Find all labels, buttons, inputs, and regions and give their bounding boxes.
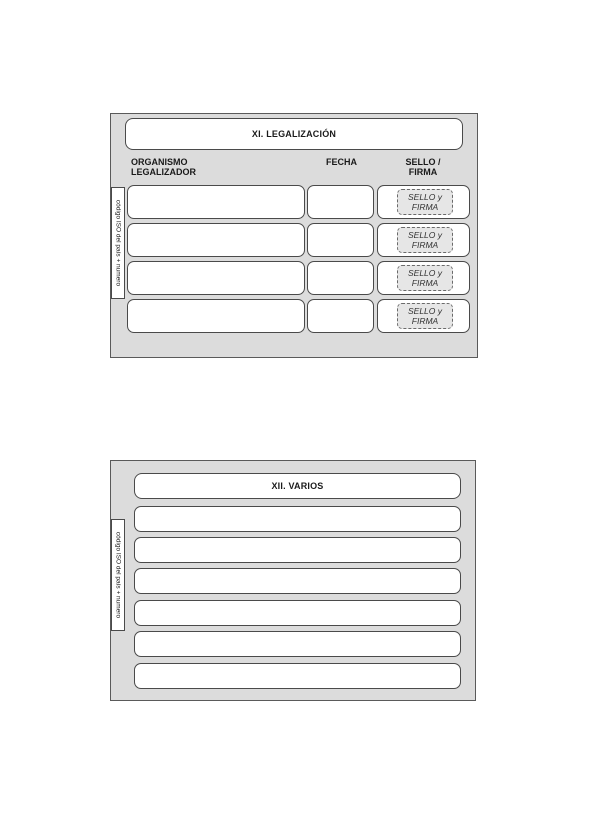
organismo-field[interactable] <box>127 185 305 219</box>
organismo-field[interactable] <box>127 299 305 333</box>
column-header-fecha: FECHA <box>326 157 357 167</box>
varios-field[interactable] <box>134 663 461 689</box>
legalizacion-section <box>110 113 478 358</box>
organismo-field[interactable] <box>127 261 305 295</box>
column-header-sello: SELLO / FIRMA <box>405 157 441 177</box>
fecha-field[interactable] <box>307 185 374 219</box>
sello-field[interactable] <box>377 223 470 257</box>
varios-field[interactable] <box>134 568 461 594</box>
sello-field[interactable] <box>377 261 470 295</box>
varios-title: XII. VARIOS <box>134 473 461 499</box>
sello-field[interactable] <box>377 299 470 333</box>
side-tab-iso-code <box>111 519 125 631</box>
side-tab-label: código ISO del país + numero <box>114 199 122 287</box>
varios-field[interactable] <box>134 537 461 563</box>
varios-field[interactable] <box>134 600 461 626</box>
varios-field[interactable] <box>134 506 461 532</box>
varios-section <box>110 460 476 701</box>
stamp-placeholder: SELLO y FIRMA <box>397 265 453 291</box>
stamp-placeholder: SELLO y FIRMA <box>397 303 453 329</box>
side-tab-label: código ISO del país + numero <box>114 531 122 619</box>
organismo-field[interactable] <box>127 223 305 257</box>
varios-field[interactable] <box>134 631 461 657</box>
stamp-placeholder: SELLO y FIRMA <box>397 189 453 215</box>
stamp-placeholder: SELLO y FIRMA <box>397 227 453 253</box>
column-header-organismo: ORGANISMO LEGALIZADOR <box>131 157 196 177</box>
sello-field[interactable] <box>377 185 470 219</box>
fecha-field[interactable] <box>307 299 374 333</box>
fecha-field[interactable] <box>307 261 374 295</box>
legalizacion-title: XI. LEGALIZACIÓN <box>125 118 463 150</box>
fecha-field[interactable] <box>307 223 374 257</box>
side-tab-iso-code <box>111 187 125 299</box>
